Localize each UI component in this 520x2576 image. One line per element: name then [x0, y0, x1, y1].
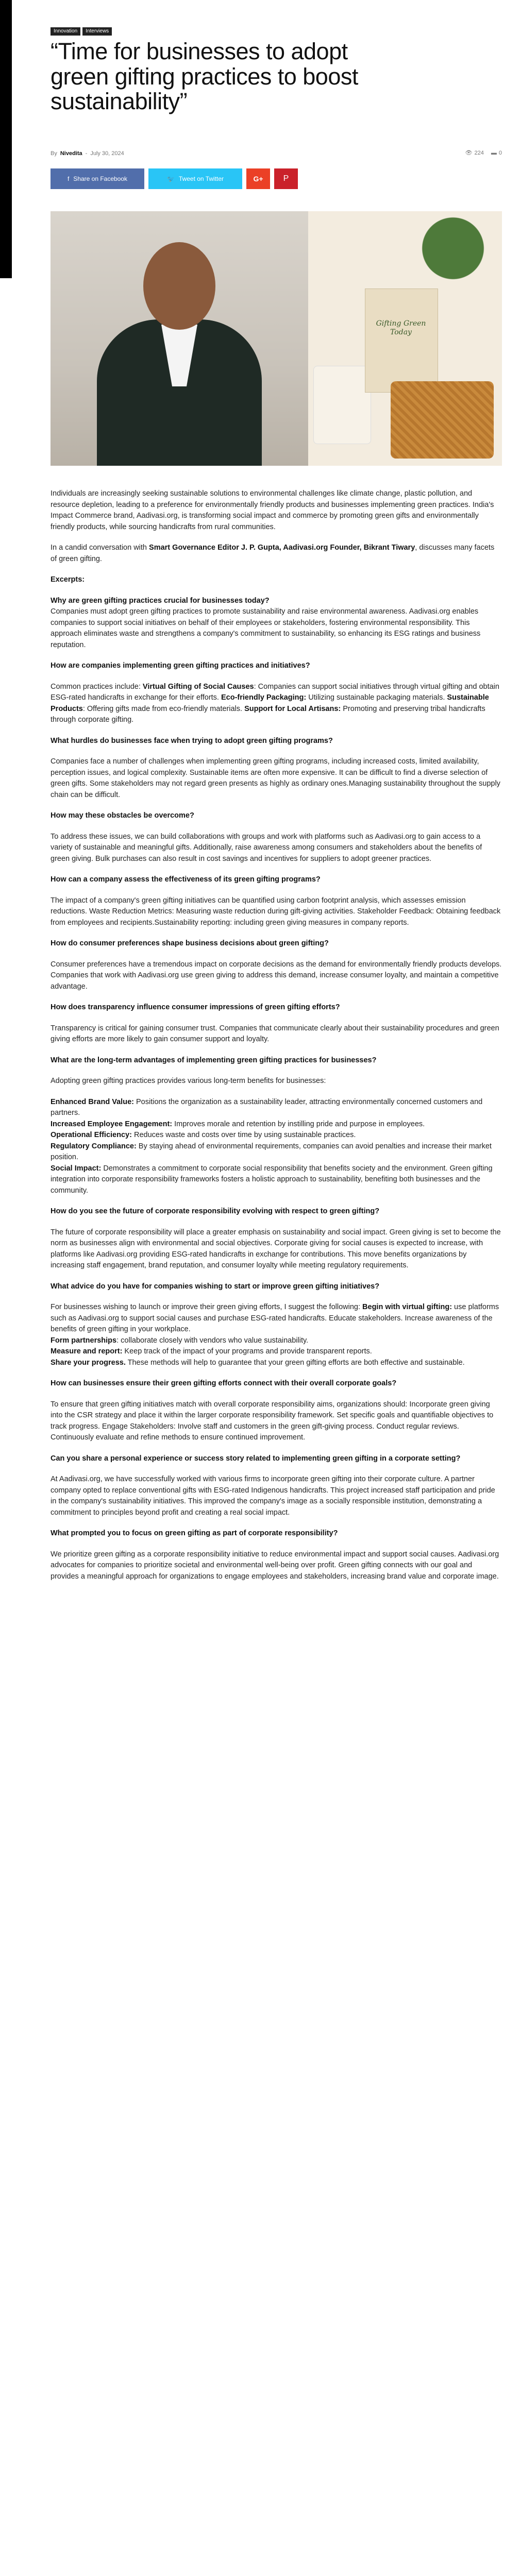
question-heading: [51, 1453, 502, 1465]
bold-phrase: Social Impact:: [51, 1164, 102, 1173]
intro-paragraph: Individuals are increasingly seeking sustainable solutions to environmental challenges like climate change, plastic pollution, and resource depletion, leading to a preference for environmentally friendly products and businesses implementing green practices. India's Impact Commerce brand, Aadivasi.org, is transforming social impact and commerce by promoting green gifts and environmentally friendly products, while sourcing handicrafts from rural communities.: [51, 489, 494, 531]
question-text: Why are green gifting practices crucial for businesses today?: [51, 596, 270, 605]
portrait-photo: [51, 211, 308, 466]
facebook-icon: f: [67, 175, 70, 182]
views-count: 👁 224: [465, 149, 484, 156]
answer-paragraph: At Aadivasi.org, we have successfully worked with various firms to incorporate green gifting into their corporate culture. A partner company opted to replace conventional gifts with ESG-rated Indigenous handicrafts. This project increased staff participation and pride in the company's sustainability initiatives. This improved the company's image as a socially responsible institution, demonstrating a commitment to principles beyond profit and creating a real social impact.: [51, 1475, 495, 1517]
answer-paragraph: To address these issues, we can build collaborations with groups and work with platforms such as Aadivasi.org to gain access to a variety of sustainable and meaningful gifts. Additionally, raise awareness among consumers and stakeholders about the benefits of green giving. Bulk purchases can also result in cost savings and incentives for suppliers to adopt greener practices.: [51, 832, 482, 863]
eye-icon: 👁: [465, 150, 473, 156]
hero-image: [51, 211, 502, 466]
by-label: By: [51, 150, 57, 157]
bold-phrase: Eco-friendly Packaging:: [221, 693, 307, 702]
answer-paragraph: The impact of a company's green gifting initiatives can be quantified using carbon footprint analysis, which assesses emission reductions. Waste Reduction Metrics: Measuring waste reduction during gift-giving activities. Stakeholder Feedback: Obtaining feedback from employees and recipients.Sustainability reporting: including green giving measures in company reports.: [51, 896, 501, 927]
text-run: : Offering gifts made from eco-friendly materials.: [82, 704, 245, 713]
answer-paragraph: Companies must adopt green gifting practices to promote sustainability and raise environmental awareness. Aadivasi.org enables companies to support social initiatives on behalf of their employees or stakeholders, fostering environmental responsibility. This approach eliminates waste and strengthens a company's commitment to sustainability, so enhancing its ESG ratings and business reputation.: [51, 607, 481, 649]
text-run: Utilizing sustainable packaging materials.: [306, 693, 447, 702]
excerpts-heading: Excerpts:: [51, 575, 85, 584]
question-heading: [51, 1002, 502, 1013]
twitter-icon: 🐦: [166, 175, 175, 182]
answer-paragraph: Consumer preferences have a tremendous impact on corporate decisions as the demand for environmentally friendly products develops. Companies that work with Aadivasi.org use green giving to address this demand, increase consumer loyalty, and maintain a competitive advantage.: [51, 960, 502, 991]
text-run: Improves morale and retention by instilling pride and purpose in employees.: [172, 1120, 425, 1128]
article-counts: [465, 149, 502, 156]
comment-icon: ▬: [491, 149, 497, 156]
bold-phrase: Measure and report:: [51, 1347, 123, 1355]
question-text: How do consumer preferences shape business decisions about green gifting?: [51, 939, 329, 947]
text-run: Demonstrates a commitment to corporate social responsibility that benefits society and the environment. Green gifting integration into corporate responsibility frameworks fosters a holistic approach to sustainability, benefiting both businesses and the community.: [51, 1164, 493, 1195]
publish-date: July 30, 2024: [90, 150, 124, 157]
share-twitter-button[interactable]: 🐦 Tweet on Twitter: [148, 168, 242, 189]
question-text: How does transparency influence consumer impressions of green gifting efforts?: [51, 1003, 340, 1011]
comments-count[interactable]: ▬ 0: [491, 149, 502, 156]
tag-interviews[interactable]: Interviews: [82, 27, 112, 36]
text-run: : Companies can support social initiatives through virtual gifting and obtain ESG-rated handicrafts in exchange for their efforts.: [51, 682, 499, 702]
question-text: How can businesses ensure their green gifting efforts connect with their overall corporate goals?: [51, 1379, 397, 1387]
gift-bag-text: Gifting Green Today: [376, 319, 426, 336]
bold-phrase: Enhanced Brand Value:: [51, 1097, 134, 1106]
text-run: Positions the organization as a sustainability leader, attracting environmentally concerned customers and partners.: [51, 1097, 483, 1117]
question-text: How do you see the future of corporate responsibility evolving with respect to green gifting?: [51, 1207, 380, 1215]
bold-phrase: Sustainable Products: [51, 693, 489, 713]
question-text: How can a company assess the effectiveness of its green gifting programs?: [51, 875, 321, 884]
question-heading: [51, 810, 502, 822]
answer-paragraph: We prioritize green gifting as a corporate responsibility initiative to reduce environmental impact and support social causes. Aadivasi.org advocates for companies to prioritize societal and environmental well-being over profit. Green gifting connects with our goal and provides a meaningful approach for organizations to engage employees and stakeholders, increasing brand value and corporate image.: [51, 1550, 499, 1581]
question-heading: [51, 1055, 502, 1066]
share-facebook-button[interactable]: f Share on Facebook: [51, 168, 144, 189]
tag-list: [51, 27, 112, 36]
share-gplus-button[interactable]: G+: [246, 168, 270, 189]
answer-paragraph: To ensure that green gifting initiatives match with overall corporate responsibility aims, organizations should: Incorporate green giving into the CSR strategy and place it within the larger corporate responsibility framework. Set specific goals and quantifiable objectives to track progress. Engage Stakeholders: Involve staff and customers in the green gift-giving process. Conduct regular reviews. Continuously evaluate and refine methods to ensure continued improvement.: [51, 1400, 494, 1442]
question-text: What are the long-term advantages of implementing green gifting practices for businesses?: [51, 1056, 377, 1064]
answer-paragraph: Transparency is critical for gaining consumer trust. Companies that communicate clearly about their sustainability procedures and green giving efforts are more likely to gain consumer support and loyalty.: [51, 1024, 499, 1043]
text-run: These methods will help to guarantee that your green gifting efforts are both effective and sustainable.: [125, 1358, 465, 1367]
article-meta: [51, 150, 124, 157]
answer-paragraph: Companies face a number of challenges when implementing green gifting programs, including increased costs, limited availability, perception issues, and logical complexity. Sustainable items are often more expensive. It can be difficult to find a diverse selection of green gifts. Some stakeholders may not regard green presents as highly as ordinary ones.Managing sustainability throughout the supply chain can be difficult.: [51, 757, 500, 799]
text-run: By staying ahead of environmental requirements, companies can avoid penalties and increase their market position.: [51, 1142, 492, 1161]
question-heading: [51, 736, 502, 747]
answer-list: [51, 1097, 502, 1197]
question-heading: [51, 938, 502, 950]
bold-phrase: Share your progress.: [51, 1358, 126, 1367]
article-title: “Time for businesses to adopt green gifting practices to boost sustainability”: [51, 38, 358, 115]
question-heading: [51, 1528, 502, 1539]
answer-paragraph: The future of corporate responsibility will place a greater emphasis on sustainability and social impact. Green giving is set to become the norm as businesses align with environmental and social objectives. Corporate giving for social causes is expected to increase, with platforms like Aadivasi.org providing ESG-rated handicrafts in exchange for contributions. This move benefits organizations by increasing staff engagement, brand reputation, and consumer loyalty while meeting regulatory requirements.: [51, 1228, 501, 1269]
answer-paragraph: [51, 682, 502, 726]
question-text: What advice do you have for companies wishing to start or improve green gifting initiatives?: [51, 1282, 380, 1291]
question-text: How may these obstacles be overcome?: [51, 811, 194, 820]
meta-separator: -: [85, 150, 88, 157]
share-bar-top: [51, 168, 298, 189]
question-heading: [51, 874, 502, 886]
answer-paragraph: Adopting green gifting practices provides various long-term benefits for businesses:: [51, 1077, 326, 1085]
question-heading: [51, 1206, 502, 1217]
question-text: What prompted you to focus on green gifting as part of corporate responsibility?: [51, 1529, 338, 1537]
answer-paragraph: [51, 1302, 502, 1368]
question-text: How are companies implementing green gifting practices and initiatives?: [51, 662, 310, 670]
bold-phrase: Virtual Gifting of Social Causes: [142, 682, 254, 691]
text-run: For businesses wishing to launch or improve their green giving efforts, I suggest the following:: [51, 1303, 363, 1311]
author-link[interactable]: Nivedita: [60, 150, 82, 157]
question-heading: [51, 660, 502, 672]
share-pinterest-button[interactable]: P: [274, 168, 298, 189]
sidebar-strip: [0, 0, 12, 278]
question-text: Can you share a personal experience or success story related to implementing green gifting in a corporate setting?: [51, 1454, 461, 1463]
text-run: Keep track of the impact of your programs and provide transparent reports.: [122, 1347, 372, 1355]
bold-phrase: Form partnerships: [51, 1336, 117, 1345]
question-text: What hurdles do businesses face when trying to adopt green gifting programs?: [51, 736, 333, 745]
conversation-intro: In a candid conversation with Smart Governance Editor J. P. Gupta, Aadivasi.org Founder, Bikrant Tiwary, discusses many facets of green gifting.: [51, 544, 495, 563]
text-run: Promoting and preserving tribal handicrafts through corporate gifting.: [51, 704, 485, 724]
qa-list: [51, 596, 502, 1583]
question-heading: [51, 596, 502, 607]
bold-phrase: Increased Employee Engagement:: [51, 1120, 173, 1128]
text-run: Common practices include:: [51, 682, 143, 691]
bold-phrase: Operational Efficiency:: [51, 1131, 132, 1139]
text-run: use platforms such as Aadivasi.org to support social causes and purchase ESG-rated handicrafts. Educate stakeholders. Increase awareness of the benefits of green gifting in your workplace.: [51, 1303, 499, 1333]
text-run: : collaborate closely with vendors who value sustainability.: [116, 1336, 309, 1345]
question-heading: [51, 1281, 502, 1293]
bold-phrase: Support for Local Artisans:: [244, 704, 341, 713]
text-run: Reduces waste and costs over time by using sustainable practices.: [131, 1131, 356, 1139]
bold-phrase: Regulatory Compliance:: [51, 1142, 137, 1150]
green-gifts-photo: [308, 211, 502, 466]
article-body: [51, 488, 502, 1592]
tag-innovation[interactable]: Innovation: [51, 27, 80, 36]
bold-phrase: Begin with virtual gifting:: [362, 1303, 452, 1311]
question-heading: [51, 1378, 502, 1389]
